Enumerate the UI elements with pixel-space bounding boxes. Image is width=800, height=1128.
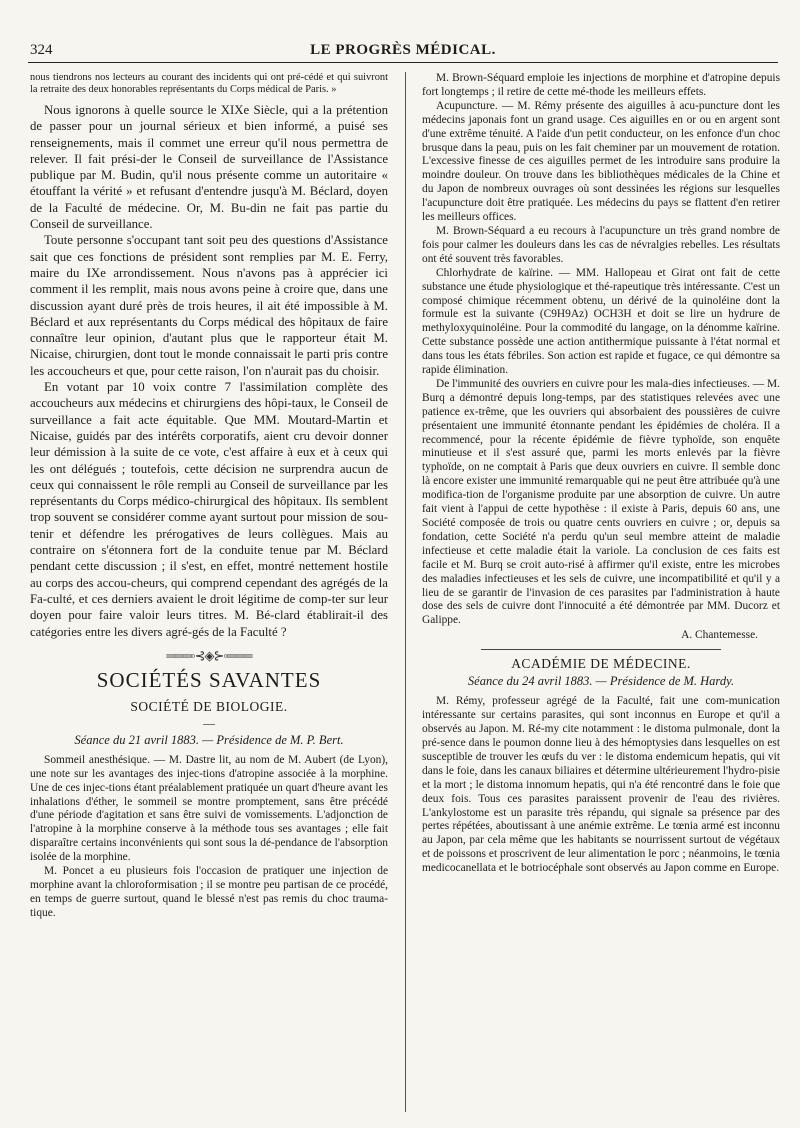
academy-session-line: Séance du 24 avril 1883. — Présidence de M. Hardy.: [467, 674, 735, 689]
paragraph: M. Poncet a eu plusieurs fois l'occasion de pratiquer une injection de morphine avant la chloroformisation ; il se montre peu partisan de ce procédé, en temps de guerre surtout, quand le blessé n'est pas remis du choc trauma-tique.: [30, 865, 388, 919]
session-line: Séance du 21 avril 1883. — Présidence de M. P. Bert.: [74, 732, 344, 747]
journal-page: [28, 40, 778, 1115]
paragraph: M. Brown-Séquard emploie les injections de morphine et d'atropine depuis fort longtemps ; il retire de cette mé-thode les meilleurs effets.: [422, 72, 780, 98]
paragraph: M. Brown-Séquard a eu recours à l'acupuncture un très grand nombre de fois pour calmer les douleurs dans les cas de névralgies rebelles. Les résultats ont été souvent très favorables.: [422, 224, 780, 265]
paragraph: Chlorhydrate de kaïrine. — MM. Hallopeau et Girat ont fait de cette substance une étude physiologique et thé-rapeutique très intéressante. C'est un composé chimique récemment obtenu, un dérivé de la quinoléine dont la formule est la suivante (C9H9Az) OCH3H et doit se lire un hydrure de methyloxyquinoléine. Pour la commodité du langage, on la dénomme kaïrine. Cette substance possède une action antithermique puissante à l'état normal et dans tous les états fébriles. Son action est rapide et fugace, ce qui démontre sa rapide élimination.: [422, 266, 780, 377]
paragraph: Toute personne s'occupant tant soit peu des questions d'Assistance sait que ces fonctions de président sont remplies par M. E. Ferry, maire du IXe arrondissement. Nous n'avons pas à apprécier ici comment il les remplit, mais nous avons peine à croire que, dans une discussion ayant duré près de trois heures, il ait été impossible à M. Béclard et aux représentants du Corps médical des hôpitaux de faire connaître leur opinion, d'autant plus que le rapporteur était M. Nicaise, chirurgien, dont tout le monde connaissait le parti pris contre les accoucheurs et que, pour cette raison, l'on n'aurait pas du choisir.: [30, 233, 388, 378]
academy-heading: ACADÉMIE DE MÉDECINE.: [511, 656, 691, 672]
section-rule: [481, 649, 721, 650]
author-signature: A. Chantemesse.: [681, 629, 758, 642]
right-column: [422, 72, 780, 876]
heading-dash: —: [203, 715, 215, 730]
paragraph: Sommeil anesthésique. — M. Dastre lit, au nom de M. Aubert (de Lyon), une note sur les avantages des injec-tions d'atropine associée à la morphine. Une de ces injec-tions étant préalablement pratiquée un quart d'heure avant les inhalations d'éther, le sommeil se montre promptement, sans être précédé d'une période d'agitation et sans être suivi de vomissements. L'adjonction de l'atropine à la morphine conserve à la méthode tous ses avantages ; elle fait disparaître certains inconvénients qui sont sous la dé-pendance de l'absorption isolée de la morphine.: [30, 753, 388, 864]
paragraph: De l'immunité des ouvriers en cuivre pour les mala-dies infectieuses. — M. Burq a démontré depuis long-temps, par des statistiques relevées avec une patience ex-trême, que les ouvriers qui absorbaient des poussières de cuivre présentaient une immunité étonnante pendant les épidémies de choléra. Il a recommencé, pour la récente épidémie de fièvre typhoïde, son enquête minutieuse et il s'est assuré que, parmi les morts enlevés par la fièvre typhoïde, on ne comptait à Paris que deux ouvriers en cuivre. Il semble donc là encore exister une immunité remarquable qui ne peut être attribuée qu'à une modifica-tion de l'organisme produite par une absorption de cuivre. Un autre fait vient à l'appui de cette hypothèse : il existe à Paris, depuis 60 ans, une Société composée de trois ou quatre cents ouvriers en cuivre ; or, depuis sa fondation, cette Société n'a perdu qu'un seul membre atteint de maladie infectieuse et cette maladie était la variole. La conclusion de ces faits est facile et M. Burq se croit auto-risé à affirmer qu'il existe, entre les microbes des maladies infectieuses et les sels de cuivre, une incompatibilité et qu'il y a lieu de se garantir de l'invasion de ces parasites par l'administration à haute dose des sels de cuivre dont l'innocuité a été démontrée par MM. Ducorz et Galippe.: [422, 377, 780, 627]
intro-note: nous tiendrons nos lecteurs au courant des incidents qui ont pré-cédé et qui suivront la retraite des deux honorables représentants du Corps médical de Paris. »: [30, 72, 388, 95]
paragraph: En votant par 10 voix contre 7 l'assimilation complète des accoucheurs aux médecins et chirurgiens des hôpi-taux, le Conseil de surveillance a fait acte équitable. Que MM. Moutard-Martin et Nicaise, guidés par des intérêts corporatifs, aient cru devoir donner leur démission à la suite de ce vote, c'est affaire à eux et à ceux qui les ont délégués ; toutefois, cette décision ne surprendra aucun de ceux qui connaissent le rôle rempli au Conseil de surveillance par les représentants du Corps médico-chirurgical des hôpitaux. Ils semblent trop souvent se considérer comme ayant surtout pour mission de sou-tenir et défendre les prérogatives de leurs collègues. Mais au contraire on s'étonnera fort de la conduite tenue par M. Béclard pendant cette discussion ; il s'est, en effet, montré nettement hostile au corps des accou-cheurs, qui comprend cependant des agrégés de la Fa-culté, et ces derniers avaient le droit légitime de comp-ter sur leur doyen pour faire valoir leurs titres. M. Bé-clard établirait-il des catégories entre les divers agré-gés de la Faculté ?: [30, 380, 388, 639]
paragraph: Acupuncture. — M. Rémy présente des aiguilles à acu-puncture dont les médecins japonais font un grand usage. Ces aiguilles en or ou en argent sont d'une extrême ténuité. A l'aide d'un petit conducteur, on les enfonce d'un choc brusque dans la peau, puis on les fait cheminer par un mouvement de rotation. L'excessive finesse de ces aiguilles permet de les introduire sans produire la moindre douleur. On trouve dans les bibliothèques médicales de la Chine et du Japon de nombreux ouvrages où sont dessinées les régions sur lesquelles l'acupuncture doit être pratiquée. Les médecins du pays se flattent d'en retirer les meilleurs offices.: [422, 99, 780, 224]
column-divider: [405, 72, 406, 1112]
section-heading: SOCIÉTÉS SAVANTES: [96, 667, 322, 692]
left-column: [30, 72, 388, 921]
society-heading: SOCIÉTÉ DE BIOLOGIE.: [130, 698, 288, 714]
section-ornament: ═══◦⊰◈⊱◦═══: [166, 647, 252, 663]
paragraph: M. Rémy, professeur agrégé de la Faculté, fait une com-munication intéressante sur certains parasites, qui sont inconnus en Europe et qu'il a observés au Japon. M. Ré-my cite notamment : le distoma pulmonale, dont la pré-sence dans le poumon donne lieu à des hémoptysies dans lesquelles on est susceptible de trouver les œufs du ver : le distoma endemicum hepatis, qui vit dans le foie, dans les canaux biliaires et détermine ultérieurement l'hydro-pisie et la mort ; le distoma innomum hepatis, qui n'a été rencontré dans le foie que deux fois. Tous ces parasites paraissent provenir de l'eau des rivières. L'ankylostome est un parasite très répandu, qui signale sa présence par des pertes répétées, aboutissant à une anémie extrême. Le tœnia armé est inconnu au Japon, par cela même que les habitants se nourrissent surtout de végétaux et de poissons et proscrivent de leur alimentation le porc ; néanmoins, le tœnia medicocanellata et le botriocéphale sont observés au Japon comme en Europe.: [422, 695, 780, 875]
page-header: [28, 40, 778, 63]
page-number: 324: [30, 42, 53, 58]
journal-title: LE PROGRÈS MÉDICAL.: [310, 42, 496, 58]
paragraph: Nous ignorons à quelle source le XIXe Siècle, qui a la prétention de passer pour un journal sérieux et bien informé, a puisé ses renseignements, mais il commet une erreur qu'il nous permettra de relever. Il fait prési-der le Conseil de surveillance de l'Assistance publique par M. Budin, qu'il nous présente comme un autoritaire « étouffant la vérité » et refusant d'entendre jusqu'à M. Béclard, doyen de la Faculté de médecine. Or, M. Bu-din ne fait pas partie du Conseil de surveillance.: [30, 103, 388, 232]
